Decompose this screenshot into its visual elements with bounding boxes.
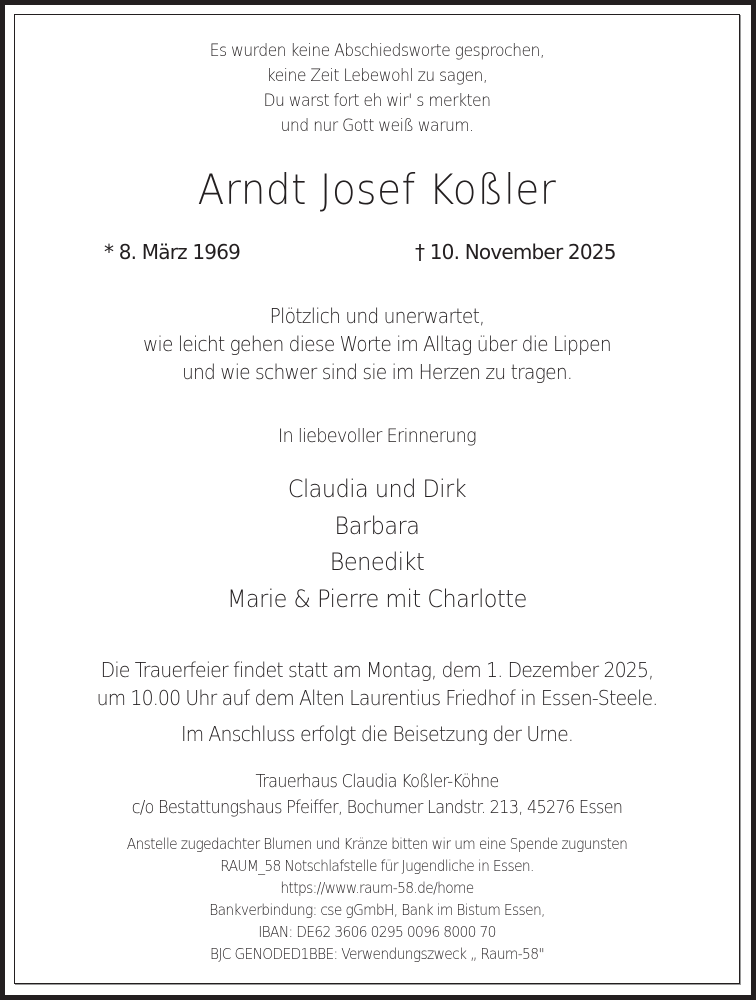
burial-note: Im Anschluss erfolgt die Beisetzung der Urne.	[180, 722, 574, 746]
donation-url: https://www.raum-58.de/home	[280, 879, 474, 897]
notice-paper	[5, 5, 751, 995]
mourner: Barbara	[334, 511, 420, 540]
mourning-address	[44, 769, 710, 821]
verse-line: Plötzlich und unerwartet,	[269, 304, 485, 328]
address-line: Trauerhaus Claudia Koßler-Köhne	[255, 772, 499, 792]
mourners-list	[40, 471, 713, 617]
poem-line: Es wurden keine Abschiedsworte gesprochen,	[209, 41, 545, 61]
mourner: Marie & Pierre mit Charlotte	[227, 584, 527, 613]
poem-line: keine Zeit Lebewohl zu sagen,	[266, 66, 488, 86]
verse-line: wie leicht gehen diese Worte im Alltag über die Lippen	[143, 332, 611, 356]
donation-info	[44, 833, 710, 965]
mourner: Benedikt	[329, 548, 425, 576]
mourner: Claudia und Dirk	[287, 475, 467, 503]
ceremony-line: Die Trauerfeier findet statt am Montag, dem 1. Dezember 2025,	[100, 658, 654, 682]
donation-line: Anstelle zugedachter Blumen und Kränze bitten wir um eine Spende zugunsten	[126, 835, 628, 853]
bank-details: Bankverbindung: cse gGmbH, Bank im Bistum Essen,	[209, 901, 545, 919]
birth-date: * 8. März 1969	[104, 240, 241, 264]
notice-frame	[14, 14, 740, 984]
verse-line: und wie schwer sind sie im Herzen zu tragen.	[181, 360, 573, 384]
bic-reference: BJC GENODED1BBE: Verwendungszweck „ Raum-58"	[209, 945, 545, 963]
verse	[40, 302, 713, 386]
deceased-name: Arndt Josef Koßler	[197, 165, 557, 214]
ceremony-info	[44, 656, 710, 712]
death-date: † 10. November 2025	[415, 240, 616, 264]
address-line: c/o Bestattungshaus Pfeiffer, Bochumer Landstr. 213, 45276 Essen	[131, 798, 623, 818]
iban: IBAN: DE62 3606 0295 0096 8000 70	[258, 923, 496, 941]
poem-line: und nur Gott weiß warum.	[280, 116, 474, 136]
poem-line: Du warst fort eh wir' s merkten	[263, 91, 491, 111]
opening-poem	[44, 39, 710, 139]
memorial-phrase: In liebevoller Erinnerung	[278, 425, 476, 447]
ceremony-line: um 10.00 Uhr auf dem Alten Laurentius Friedhof in Essen-Steele.	[96, 686, 658, 710]
donation-line: RAUM_58 Notschlafstelle für Jugendliche in Essen.	[220, 857, 534, 875]
